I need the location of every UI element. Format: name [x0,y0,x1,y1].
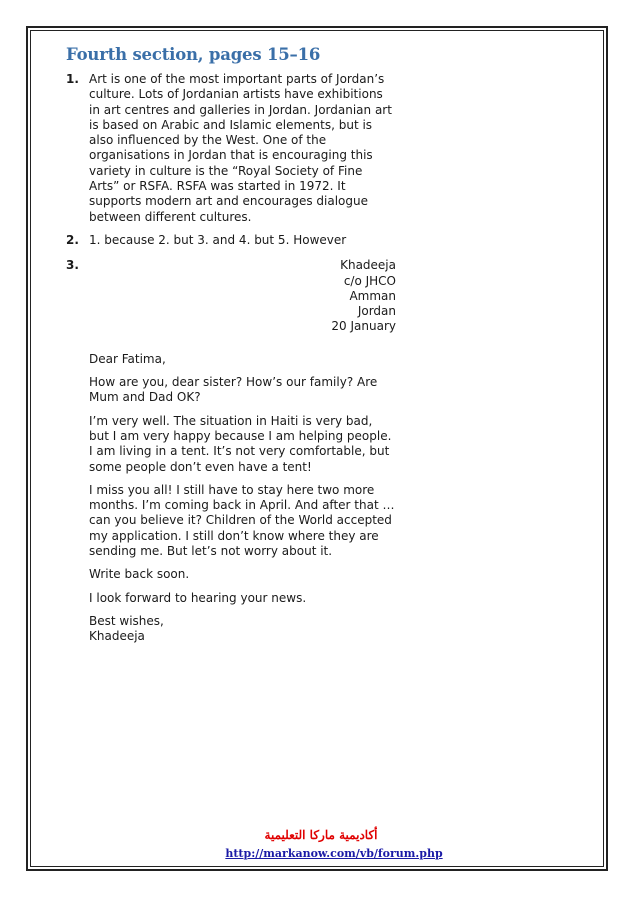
address-line: Khadeeja [340,258,396,273]
letter-paragraph: Write back soon. [89,567,190,582]
section-heading: Fourth section, pages 15–16 [66,45,321,64]
answer-conjunctions: 1. because 2. but 3. and 4. but 5. However [89,232,347,247]
footer-academy-name: أكاديمية ماركا التعليمية [264,828,378,842]
letter-body [66,352,396,645]
letter-closing: Best wishes, [89,613,164,628]
letter-paragraph: How are you, dear sister? How’s our family? Are Mum and Dad OK? [89,375,378,405]
letter-date: 20 January [331,319,396,334]
item-number: 1. [66,72,79,86]
address-line: Amman [349,288,396,303]
address-line: c/o JHCO [343,273,396,288]
answer-key-content [66,44,396,645]
letter-paragraph: I’m very well. The situation in Haiti is very bad, but I am very happy because I am helping people. I am living in a tent. It’s not very comfortable, but some people don’t even have a tent! [89,413,392,474]
letter-signature: Khadeeja [89,629,145,644]
sender-address [89,258,396,334]
footer-link[interactable]: http://markanow.com/vb/forum.php [225,847,443,860]
letter-signoff [89,614,396,645]
letter-paragraph: I look forward to hearing your news. [89,590,307,605]
address-line: Jordan [357,304,396,319]
letter-paragraph: I miss you all! I still have to stay here two more months. I’m coming back in April. And after that … can you believe it? Children of the World accepted my application. I still don’t know where they are sending me. But let’s not worry about it. [89,482,395,559]
answer-item-2 [66,233,396,248]
answer-item-3 [66,258,396,334]
letter-greeting: Dear Fatima, [89,351,166,366]
answer-item-1 [66,72,396,225]
item-number: 2. [66,232,79,247]
answer-paragraph: Art is one of the most important parts of Jordan’s culture. Lots of Jordanian artists have exhibitions in art centres and galleries in Jordan. Jordanian art is based on Arabic and Islamic elements, but is also influenced by the West. One of the organisations in Jordan that is encouraging this variety in culture is the “Royal Society of Fine Arts” or RSFA. RSFA was started in 1972. It supports modern art and encourages dialogue between different cultures. [89,72,392,224]
item-number: 3. [66,258,79,273]
